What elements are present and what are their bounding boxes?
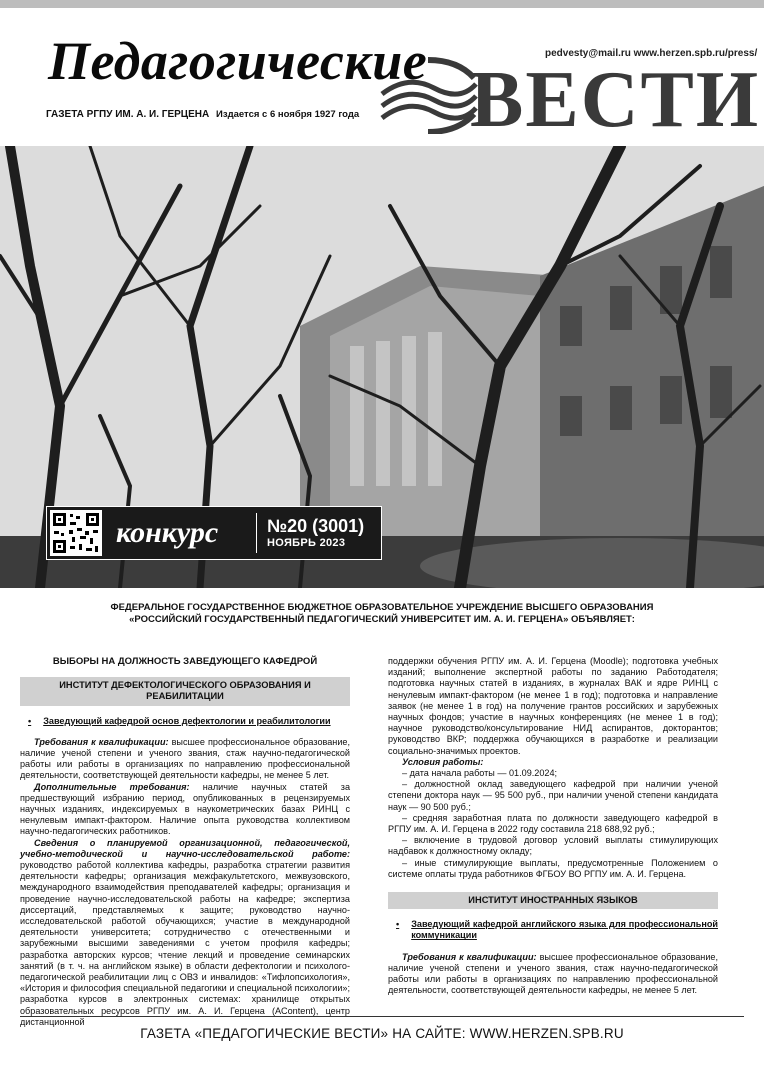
planned-work-label: Сведения о планируемой организационной, педагогической, учебно-методической и научно-исследовательской работе: [20, 837, 350, 859]
bullet-dot: • [28, 715, 32, 726]
condition-bonuses: – включение в трудовой договор условий выплаты стимулирующих надбавок к должностному окладу; [388, 835, 718, 857]
subtitle-since: Издается с 6 ноября 1927 года [216, 109, 360, 120]
issue-info [256, 513, 364, 553]
footer-website[interactable]: ГАЗЕТА «ПЕДАГОГИЧЕСКИЕ ВЕСТИ» НА САЙТЕ: WWW.HERZEN.SPB.RU [140, 1026, 624, 1041]
subtitle-university: ГАЗЕТА РГПУ ИМ. А. И. ГЕРЦЕНА [46, 109, 210, 120]
top-stripe [0, 0, 764, 8]
additional-text: наличие научных статей за предшествующий избранию период, опубликованных в рецензируемых научных изданиях, индексируемых в наукометрических базах РИНЦ с ненулевым импакт-фактором. Наличие опыта руководства коллективом научно-педагогических работников. [20, 781, 351, 837]
issue-date: НОЯБРЬ 2023 [267, 536, 346, 549]
requirements-text: высшее профессиональное образование, наличие ученой степени и ученого звания, стаж научно-педагогической работы или работы в организациях по направлению профессиональной деятельности, соответствующей деятельности кафедры, не менее 5 лет. [20, 736, 350, 781]
planned-work-paragraph [20, 838, 350, 1028]
requirements-text-2: высшее профессиональное образование, наличие ученой степени и ученого звания, стаж научно-педагогической работы или работы в организациях по направлению профессиональной деятельности, соответствующей деятельности кафедры, не менее 5 лет. [388, 951, 718, 996]
qr-code[interactable] [50, 510, 102, 556]
condition-average-pay: – средняя заработная плата по должности заведующего кафедрой в РГПУ им. А. И. Герцена в 2022 году составила 218 688,92 руб.; [388, 812, 718, 835]
requirements-label: Требования к квалификации: [34, 736, 169, 747]
condition-other-payments: – иные стимулирующие выплаты, предусмотренные Положением о системе оплаты труда работников ФГБОУ ВО РГПУ им. А. И. Герцена. [388, 857, 718, 879]
contacts-line: pedvesty@mail.ru www.herzen.spb.ru/press/ [545, 48, 758, 59]
issue-number: №20 (3001) [267, 516, 365, 537]
announcement-header [60, 602, 704, 626]
masthead-subtitle [46, 109, 359, 120]
newspaper-title-vesti: ВЕСТИ [470, 56, 761, 144]
condition-salary: – должностной оклад заведующего кафедрой при наличии ученой степени доктора наук — 95 500 руб., при наличии ученой степени кандидата наук — 90 500 руб.; [388, 779, 718, 812]
continuation-paragraph: поддержки обучения РГПУ им. А. И. Герцена (Moodle); подготовка учебных изданий; выполнение экспертной работы по заданию Работодателя; подготовка научных статей в изданиях, в журналах ВАК и ядре РИНЦ с ненулевым импакт-фактором (не менее 1 в год); подготовка и направление заявок (не менее 1 в год) на получение грантов российских и зарубежных научных фондов; участие в научных конференциях (не менее 1 в год); научное руководство/консультирование НИД аспирантов, докторантов; руководство ВКР; поддержка обучающихся в разработке и реализации социально-значимых проектов. [388, 656, 718, 756]
conditions-label-paragraph [388, 757, 718, 768]
right-column [388, 656, 718, 996]
institute-heading-2: ИНСТИТУТ ИНОСТРАННЫХ ЯЗЫКОВ [388, 892, 718, 909]
issue-badge [46, 506, 382, 560]
masthead [0, 8, 764, 146]
announcement-line2: «РОССИЙСКИЙ ГОСУДАРСТВЕННЫЙ ПЕДАГОГИЧЕСКИЙ УНИВЕРСИТЕТ ИМ. А. И. ГЕРЦЕНА» ОБЪЯВЛЯЕТ: [129, 614, 635, 625]
elections-heading: ВЫБОРЫ НА ДОЛЖНОСТЬ ЗАВЕДУЮЩЕГО КАФЕДРОЙ [52, 656, 318, 667]
position-title-2: Заведующий кафедрой английского языка для профессиональной коммуникации [411, 919, 718, 941]
planned-work-text: руководство работой коллектива кафедры, разработка стратегии развития деятельности кафедры; организация межфакультетского, межвузовского, международного взаимодействия преподавателей кафедры; организация и проведение научно-исследовательской работы на кафедре; экспертиза диссертаций, представляемых к защите; руководство научно-исследовательской работой обучающихся; участие в международной деятельности университета; сотрудничество с отечественными и зарубежными высшими заведениями с учетом профиля кафедры; разработка авторских курсов; чтение лекций и проведение семинарских занятий (в т. ч. на английском языке) в области дефектологии и психолого-педагогической реабилитации лиц с ОВЗ и инвалидов: «Тифлопсихология», «История и философия специальной педагогики и специальной психологии»; разработка курсов в электронных системах: хранилище открытых образовательных ресурсов РГПУ им. А. И. Герцена (AContent), центр дистанционной [20, 860, 350, 1027]
bullet-dot-2: • [396, 919, 400, 930]
newspaper-title: Педагогические [48, 31, 428, 91]
condition-start-date: – дата начала работы — 01.09.2024; [402, 768, 558, 779]
qr-code-pattern [50, 510, 102, 556]
announcement-line1: ФЕДЕРАЛЬНОЕ ГОСУДАРСТВЕННОЕ БЮДЖЕТНОЕ ОБРАЗОВАТЕЛЬНОЕ УЧРЕЖДЕНИЕ ВЫСШЕГО ОБРАЗОВАНИЯ [110, 602, 654, 613]
additional-label: Дополнительные требования: [34, 781, 190, 792]
section-label: конкурс [116, 516, 219, 549]
position-bullet[interactable] [20, 716, 350, 727]
conditions-label: Условия работы: [402, 756, 484, 767]
requirements-label-2: Требования к квалификации: [402, 951, 537, 962]
position-title: Заведующий кафедрой основ дефектологии и реабилитологии [43, 715, 331, 726]
institute-heading: ИНСТИТУТ ДЕФЕКТОЛОГИЧЕСКОГО ОБРАЗОВАНИЯ И РЕАБИЛИТАЦИИ [20, 677, 350, 705]
additional-requirements-paragraph [20, 782, 350, 838]
masthead-swirl-logo [378, 54, 478, 134]
requirements-paragraph-2 [388, 952, 718, 997]
position-bullet-2[interactable] [388, 919, 718, 941]
requirements-paragraph [20, 737, 350, 782]
left-column [20, 656, 350, 1028]
footer-divider [20, 1016, 744, 1017]
